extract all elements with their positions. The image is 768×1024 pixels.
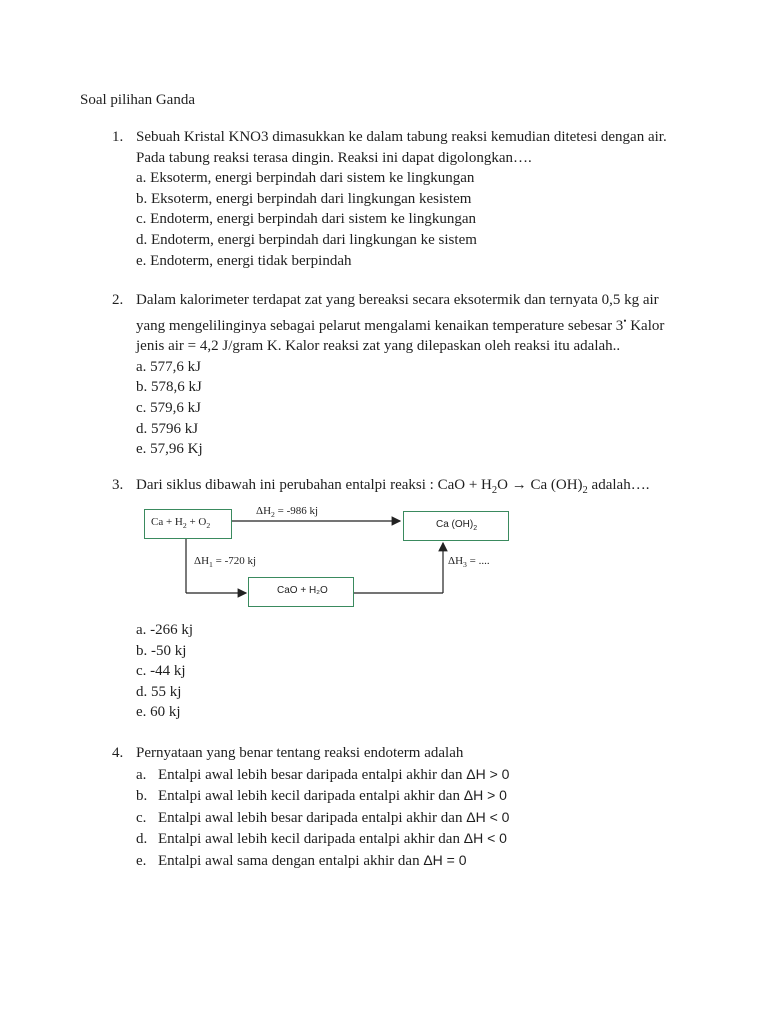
box-intermediate-label: CaO + H₂O — [277, 585, 328, 596]
option-a[interactable]: a. -266 kj — [136, 622, 194, 638]
question-number: 2. — [112, 292, 124, 308]
option-c[interactable]: c. 579,6 kJ — [136, 399, 201, 416]
option-text: Entalpi awal lebih besar daripada entalpi akhir dan — [158, 809, 467, 826]
option-b[interactable]: b. Eksoterm, energi berpindah dari lingkungan kesistem — [136, 190, 472, 207]
option-letter: d. — [136, 831, 148, 848]
option-a[interactable] — [136, 764, 676, 786]
question-stem — [136, 475, 716, 502]
option-b[interactable] — [136, 785, 676, 807]
option-c[interactable]: c. -44 kj — [136, 663, 186, 680]
option-a[interactable]: a. Eksoterm, energi berpindah dari sistem ke lingkungan — [136, 170, 475, 187]
option-text: Entalpi awal sama dengan entalpi akhir dan — [158, 852, 424, 869]
option-text: Entalpi awal lebih kecil daripada entalpi akhir dan — [158, 788, 464, 805]
question-1 — [112, 127, 676, 271]
box-reactants — [144, 509, 232, 539]
option-letter: b. — [136, 788, 148, 805]
options-list — [136, 357, 671, 460]
stem-text-end: adalah…. — [587, 477, 650, 493]
option-letter: a. — [136, 766, 147, 783]
question-number: 3. — [112, 477, 124, 493]
option-d[interactable]: d. 5796 kJ — [136, 420, 199, 437]
reaction-equation — [437, 477, 588, 496]
option-text: Entalpi awal lebih kecil daripada entalpi akhir dan — [158, 831, 464, 848]
question-number: 4. — [112, 745, 124, 761]
stem-text-continued: Kalor jenis air = 4,2 J/gram K. Kalor reaksi zat yang dilepaskan oleh reaksi itu adalah.. — [136, 317, 665, 355]
label-dh2: $\Delta H_2 = -986$ kj — [256, 505, 319, 520]
stem-text: Dalam kalorimeter terdapat zat yang bereaksi secara eksotermik dan ternyata 0,5 kg air yang mengelilinginya sebagai pelarut mengalami kenaikan temperature sebesar 3 — [136, 292, 659, 334]
enthalpy-cycle-diagram — [138, 503, 510, 615]
options-list — [136, 168, 676, 271]
option-b[interactable]: b. -50 kj — [136, 642, 187, 659]
options-list — [136, 764, 676, 872]
option-d[interactable]: d. 55 kj — [136, 683, 182, 700]
question-3 — [112, 475, 716, 502]
question-2 — [112, 290, 671, 460]
option-letter: c. — [136, 809, 147, 826]
option-c[interactable] — [136, 807, 676, 829]
stem-text: Dari siklus dibawah ini perubahan entalpi reaksi : — [136, 477, 438, 493]
question-stem: Sebuah Kristal KNO3 dimasukkan ke dalam tabung reaksi kemudian ditetesi dengan air. Pada tabung reaksi terasa dingin. Reaksi ini dapat digolongkan…. — [136, 129, 667, 166]
eq-reactants: CaO + H — [437, 477, 492, 493]
option-delta-h: ΔH = 0 — [423, 851, 467, 868]
option-letter: e. — [136, 852, 147, 869]
degree-mark: • — [623, 315, 627, 326]
box-reactants-label: $Ca + H_2 + O_2$ — [151, 516, 211, 531]
option-e[interactable]: e. Endoterm, energi tidak berpindah — [136, 252, 352, 269]
option-text: Entalpi awal lebih besar daripada entalpi akhir dan — [158, 766, 467, 783]
option-e[interactable]: e. 57,96 Kj — [136, 441, 203, 458]
option-d[interactable]: d. Endoterm, energi berpindah dari lingkungan ke sistem — [136, 231, 477, 248]
box-product-label: Ca $(OH)_2$ — [436, 519, 478, 532]
option-c[interactable]: c. Endoterm, energi berpindah dari sistem ke lingkungan — [136, 211, 477, 228]
question-stem — [136, 290, 671, 357]
box-product — [403, 511, 509, 541]
eq-subscript: 2 — [582, 485, 588, 496]
question-4 — [112, 743, 676, 872]
option-a[interactable]: a. 577,6 kJ — [136, 358, 201, 375]
options-list — [136, 620, 193, 723]
option-delta-h: ΔH < 0 — [463, 830, 507, 847]
option-delta-h: ΔH > 0 — [463, 787, 507, 804]
option-e[interactable] — [136, 850, 676, 872]
question-stem: Pernyataan yang benar tentang reaksi endoterm adalah — [136, 745, 464, 761]
label-dh1: $\Delta H_1 = -720$ kj — [194, 555, 257, 570]
option-b[interactable]: b. 578,6 kJ — [136, 379, 202, 396]
option-delta-h: ΔH < 0 — [466, 808, 510, 825]
label-dh3: $\Delta H_3$ = .... — [448, 555, 490, 570]
box-intermediate — [248, 577, 354, 607]
eq-product: O → Ca (OH) — [497, 477, 583, 493]
page-title: Soal pilihan Ganda — [80, 92, 195, 108]
option-delta-h: ΔH > 0 — [466, 765, 510, 782]
option-e[interactable]: e. 60 kj — [136, 704, 181, 721]
option-d[interactable] — [136, 828, 676, 850]
question-3-options — [112, 620, 193, 723]
eq-subscript: 2 — [491, 485, 498, 496]
question-number: 1. — [112, 129, 124, 145]
